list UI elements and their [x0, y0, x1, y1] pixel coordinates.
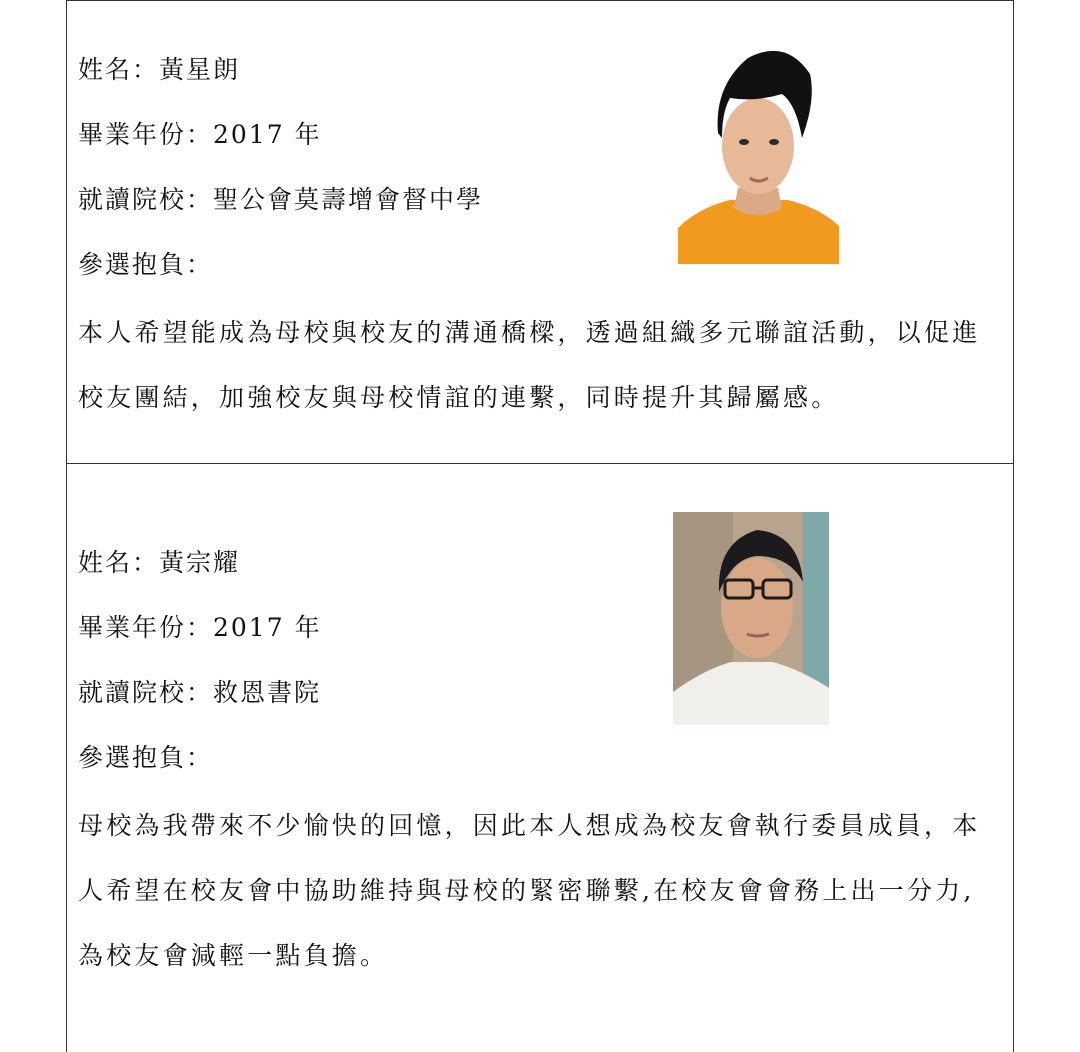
manifesto-line: 本人希望能成為母校與校友的溝通橋樑，透過組織多元聯誼活動，以促進 [78, 318, 981, 347]
candidate-name: 姓名：黃星朗 [78, 55, 241, 84]
school: 就讀院校：救恩書院 [78, 678, 322, 707]
graduation-year: 畢業年份：2017 年 [78, 120, 322, 149]
manifesto-text [78, 793, 1008, 988]
candidate-photo [678, 38, 839, 264]
row-divider [66, 463, 1014, 464]
school: 就讀院校：聖公會莫壽增會督中學 [78, 185, 484, 214]
manifesto-label: 參選抱負： [78, 743, 214, 772]
portrait-illustration [678, 38, 839, 264]
manifesto-label: 參選抱負： [78, 250, 214, 279]
manifesto-line: 校友團結，加強校友與母校情誼的連繫，同時提升其歸屬感。 [78, 383, 840, 412]
manifesto-line: 母校為我帶來不少愉快的回憶，因此本人想成為校友會執行委員成員，本 [78, 811, 981, 840]
graduation-year: 畢業年份：2017 年 [78, 613, 322, 642]
portrait-illustration [673, 512, 829, 725]
manifesto-line: 人希望在校友會中協助維持與母校的緊密聯繫,在校友會會務上出一分力, [78, 876, 975, 905]
manifesto-text [78, 300, 1008, 430]
candidate-name: 姓名：黃宗耀 [78, 548, 241, 577]
candidate-photo [673, 512, 829, 725]
manifesto-line: 為校友會減輕一點負擔。 [78, 941, 389, 970]
